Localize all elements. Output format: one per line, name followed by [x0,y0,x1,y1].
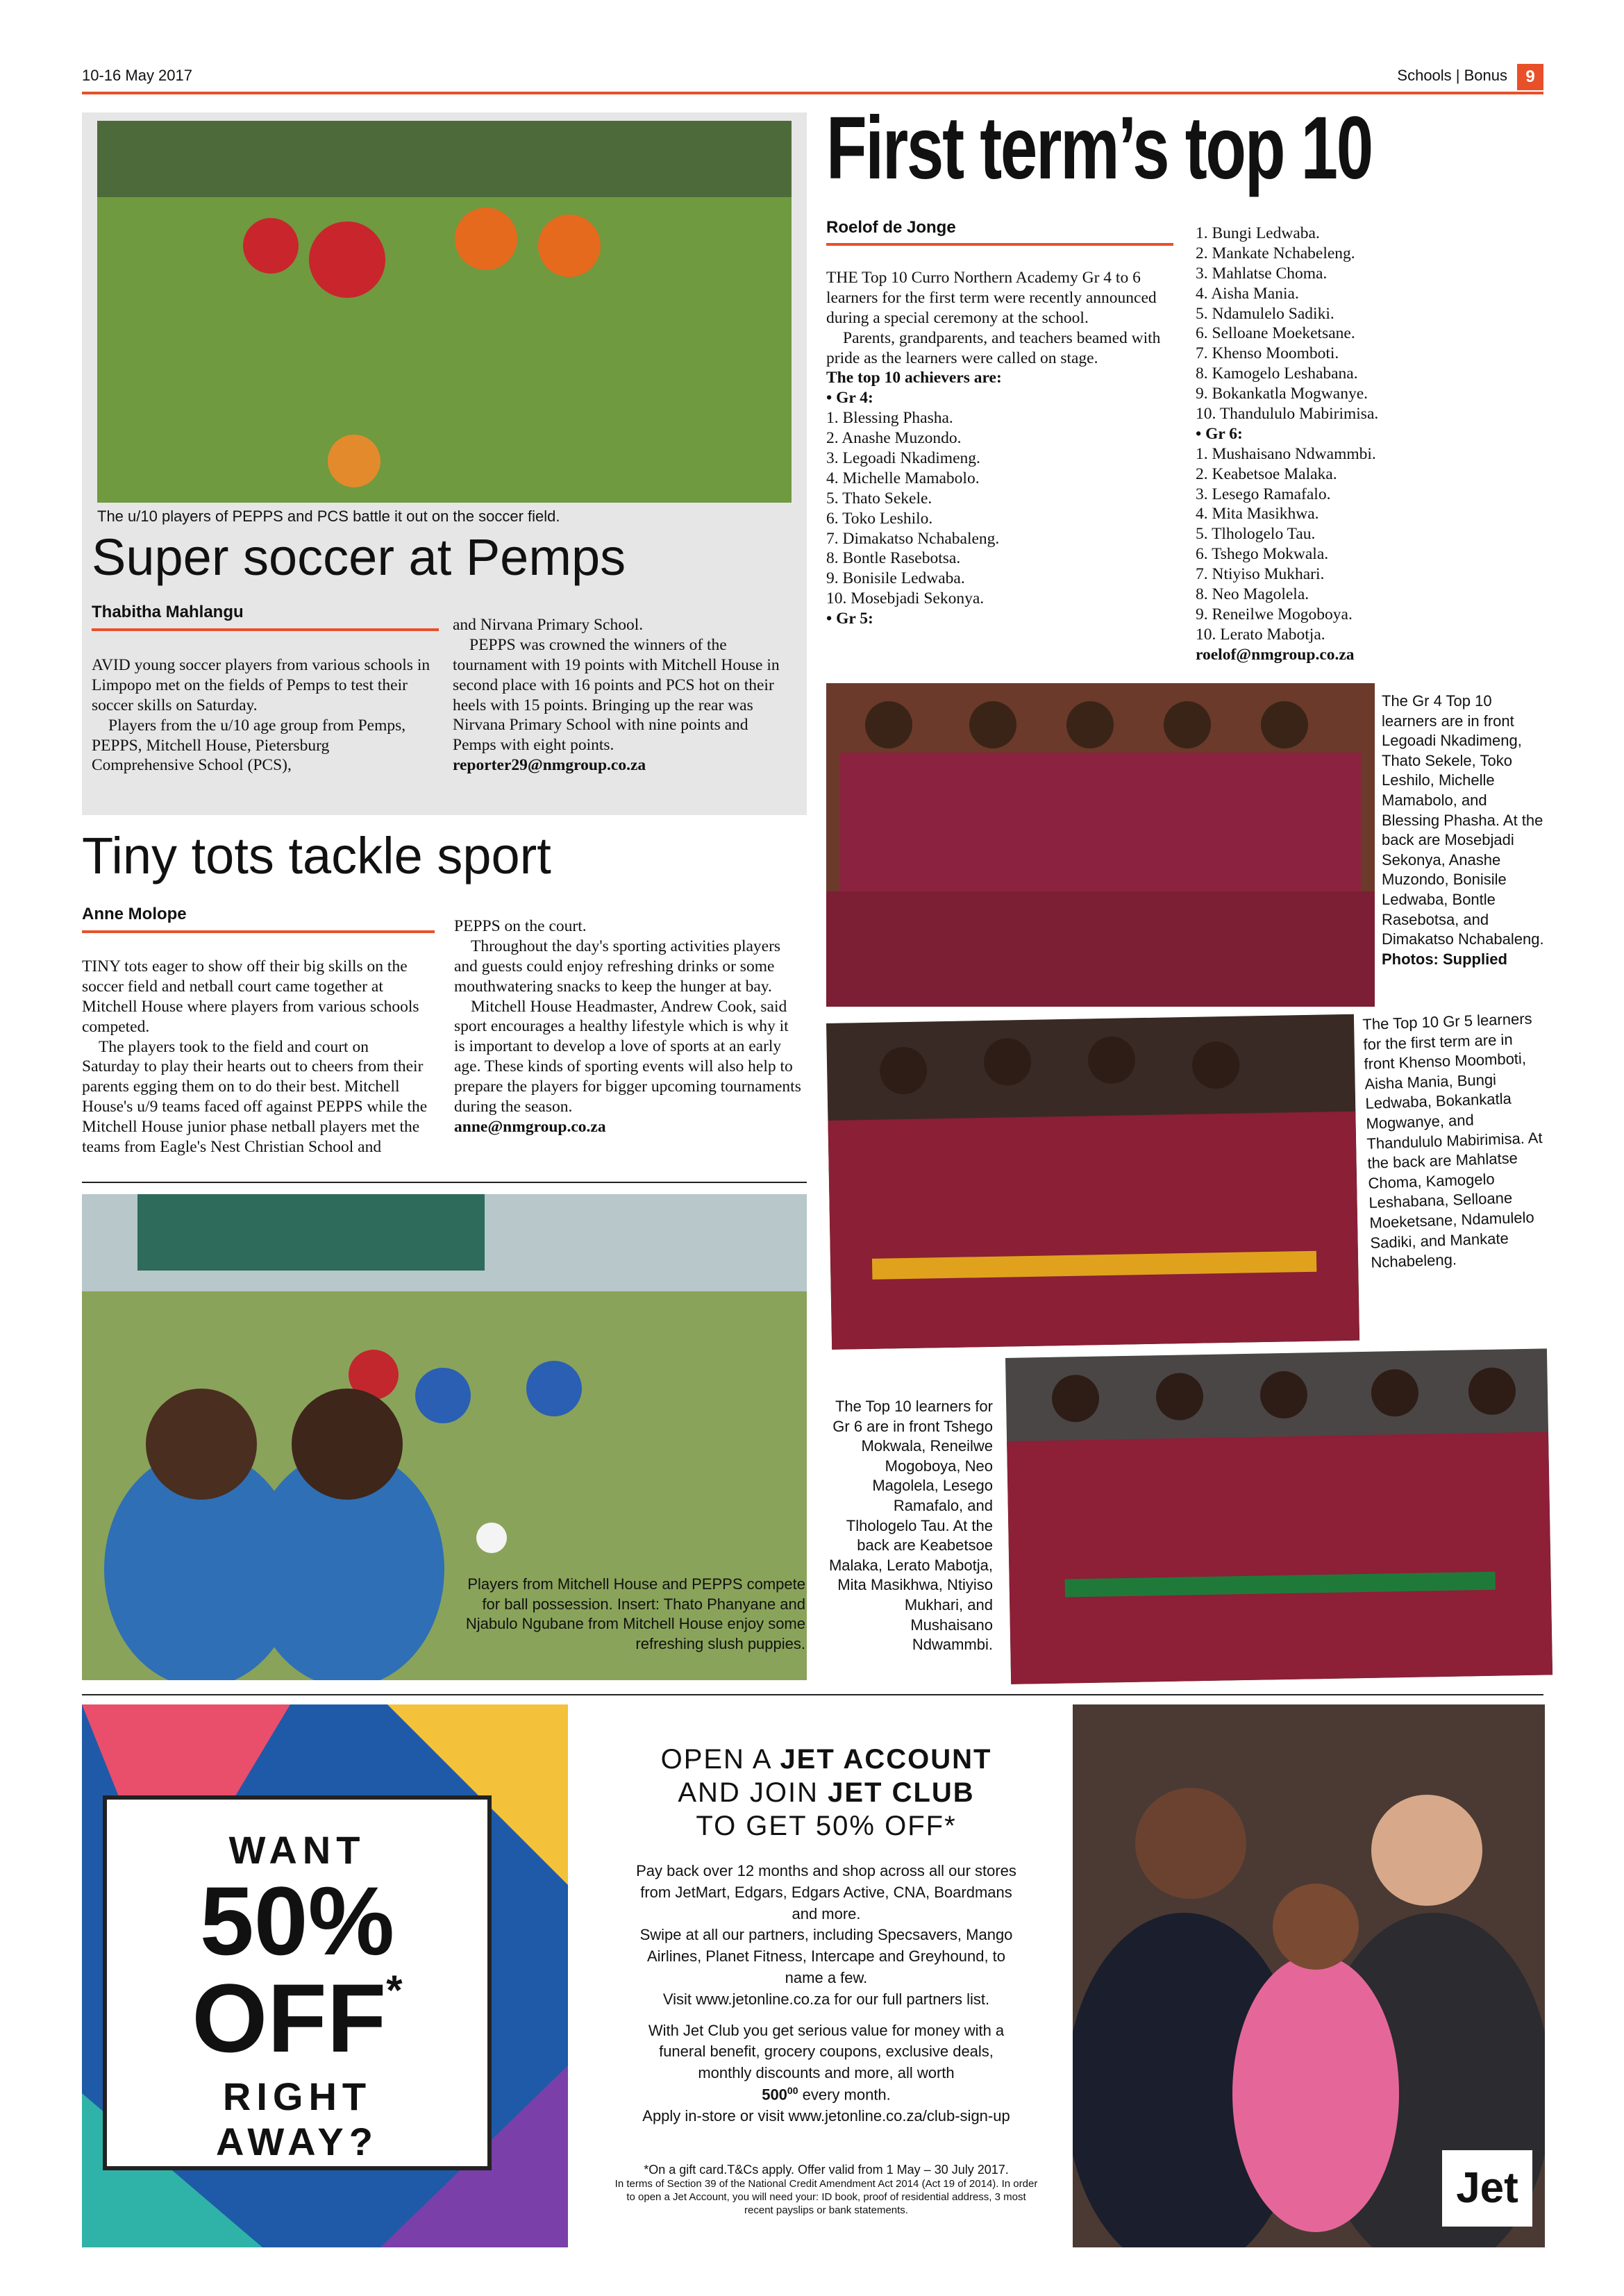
paragraph: AVID young soccer players from various schools in Limpopo met on the fields of Pemps to test their soccer skills on Saturday. [92,656,430,714]
list-item: 1. Mushaisano Ndwammbi. [1196,444,1376,463]
ad-amount: 500 [762,2086,787,2104]
ad-headline-2-bold: JET CLUB [828,1777,975,1808]
list-item: 6. Toko Leshilo. [826,509,933,528]
gr4-photo [826,683,1375,1007]
list-item: 8. Bontle Rasebotsa. [826,549,961,568]
ad-paragraph-4 [590,2020,1062,2106]
ad-headline-1-bold: JET ACCOUNT [780,1744,992,1775]
ad-card-percent: 50% [199,1866,395,1975]
ad-paragraph-1: Pay back over 12 months and shop across all our stores from JetMart, Edgars, Edgars Active, CNA, Boardmans and more. [636,1862,1016,1922]
top10-email: roelof@nmgroup.co.za [1196,645,1355,664]
ad-card-off-text: OFF [192,1963,387,2072]
tots-col-2 [454,916,801,1137]
paragraph: PEPPS was crowned the winners of the tournament with 19 points with Mitchell House in second place with 16 points and PCS hot on their heels with 15 points. Bringing up the rear was Nirvana Primary School with nine points and Pemps with eight points. [453,635,780,755]
list-item: 10. Mosebjadi Sekonya. [826,589,985,608]
list-item: 1. Blessing Phasha. [826,409,953,428]
ad-headline-2-pre: AND JOIN [678,1777,828,1808]
ad-card-off [107,1963,487,2072]
photos-credit: Photos: Supplied [1382,950,1507,968]
gr4-label: • Gr 4: [826,389,873,408]
ad-fine-print-1: *On a gift card.T&Cs apply. Offer valid from 1 May – 30 July 2017. [644,2162,1009,2177]
ad-copy [590,1743,1062,2218]
gr5-label: • Gr 5: [826,610,873,628]
gr6-caption: The Top 10 learners for Gr 6 are in front Tshego Mokwala, Reneilwe Mogoboya, Neo Magolela, Lesego Ramafalo, and Tlhologelo Tau. At the back are Keabetsoe Malaka, Lerato Mabotja, Mita Masikhwa, Ntiyiso Mukhari, and Mushaisano Ndwammbi. [828,1398,993,1654]
ad-card-want: WANT [228,1828,366,1872]
list-item: 10. Lerato Mabotja. [1196,625,1325,644]
ad-paragraph-2: Swipe at all our partners, including Specsavers, Mango Airlines, Planet Fitness, Intercape and Greyhound, to name a few. [639,1926,1013,1986]
tots-byline-rule [82,930,435,933]
ad-card-star: * [386,1967,403,2013]
ad-card-right: RIGHT [222,2075,372,2118]
soccer-byline: Thabitha Mahlangu [92,603,244,621]
paragraph: Parents, grandparents, and teachers beamed with pride as the learners were called on stage. [826,328,1161,367]
gr5-photo [826,1014,1359,1350]
list-item: 4. Aisha Mania. [1196,284,1299,303]
header-rule [82,92,1543,94]
gr4-caption [1382,692,1545,969]
list-item: 2. Mankate Nchabeleng. [1196,244,1355,262]
gr6-photo [1005,1348,1552,1684]
list-item: 4. Mita Masikhwa. [1196,505,1319,523]
list-item: 9. Bonisile Ledwaba. [826,569,965,588]
list-item: 9. Bokankatla Mogwanye. [1196,385,1368,403]
ad-headline-1-pre: OPEN A [660,1744,780,1775]
gr5-list [1196,224,1543,424]
list-item: 7. Khenso Moomboti. [1196,344,1339,363]
soccer-photo [97,121,792,503]
ad-fine-print-2: In terms of Section 39 of the National Credit Amendment Act 2014 (Act 19 of 2014). In order to open a Jet Account, you will need your: ID book, proof of residential address, 3 most recent payslips or bank statements. [614,2178,1038,2216]
list-item: 7. Ntiyiso Mukhari. [1196,565,1325,584]
gr6-label: • Gr 6: [1196,424,1243,443]
paragraph: The players took to the field and court on Saturday to play their hearts out to cheers from their parents egging them on to do their best. Mitchell House's u/9 teams faced off against PEPPS while the Mitchell House junior phase netball players met the teams from Eagle's Nest Christian School and [82,1037,428,1157]
ad-paragraph-4-text: With Jet Club you get serious value for money with a funeral benefit, grocery coupons, exclusive deals, monthly discounts and more, all worth [648,2021,1005,2082]
jet-logo-text: Jet [1456,2164,1518,2212]
list-item: 5. Tlhologelo Tau. [1196,525,1316,544]
tots-photo-caption: Players from Mitchell House and PEPPS compete for ball possession. Insert: Thato Phanyane and Njabulo Ngubane from Mitchell House enjoy some refreshing slush puppies. [465,1575,805,1652]
list-item: 4. Michelle Mamabolo. [826,469,980,487]
list-item: 6. Selloane Moeketsane. [1196,324,1355,343]
ad-amount-cents: 00 [787,2084,798,2096]
ad-headline-3: TO GET 50% OFF* [696,1811,957,1841]
achievers-label: The top 10 achievers are: [826,369,1002,387]
section-label: Schools | Bonus [1397,67,1507,84]
list-item: 5. Ndamulelo Sadiki. [1196,304,1334,323]
list-item: 1. Bungi Ledwaba. [1196,224,1320,242]
issue-date: 10-16 May 2017 [82,67,192,84]
ad-headline-2 [590,1776,1062,1809]
top10-col-1 [826,268,1173,629]
soccer-col-1 [92,655,432,776]
soccer-headline: Super soccer at Pemps [92,528,626,586]
top10-byline-rule [826,243,1173,246]
list-item: 8. Kamogelo Leshabana. [1196,364,1358,383]
list-item: 2. Anashe Muzondo. [826,429,962,448]
ad-paragraph-3: Visit www.jetonline.co.za for our full partners list. [662,1990,990,2008]
paragraph: THE Top 10 Curro Northern Academy Gr 4 to 6 learners for the first term were recently announced during a special ceremony at the school. [826,269,1157,327]
gr6-list [1196,444,1543,645]
list-item: 10. Thandululo Mabirimisa. [1196,405,1379,424]
list-item: 2. Keabetsoe Malaka. [1196,464,1337,483]
paragraph: Mitchell House Headmaster, Andrew Cook, said sport encourages a healthy lifestyle which is why it is important to develop a love of sports at an early age. These kinds of sporting events will also help to prepare the players for bigger upcoming tournaments during the season. [454,997,801,1116]
top10-col-2 [1196,224,1543,665]
list-item: 8. Neo Magolela. [1196,585,1309,604]
gr5-caption: The Top 10 Gr 5 learners for the first term are in front Khenso Moomboti, Aisha Mania, Bungi Ledwaba, Bokankatla Mogwanye, and Thandululo Mabirimisa. At the back are Mahlatse Choma, Kamogelo Leshabana, Selloane Moeketsane, Ndamulelo Sadiki, and Mankate Nchabeleng. [1362,1009,1543,1271]
paragraph: PEPPS on the court. [454,917,587,935]
tots-headline: Tiny tots tackle sport [82,827,551,885]
gr4-list [826,408,1173,609]
list-item: 3. Legoadi Nkadimeng. [826,449,980,468]
list-item: 7. Dimakatso Nchabaleng. [826,529,1000,548]
list-item: 3. Mahlatse Choma. [1196,264,1328,283]
paragraph: TINY tots eager to show off their big skills on the soccer field and netball court came together at Mitchell House where players from various schools competed. [82,957,419,1036]
paragraph: Players from the u/10 age group from Pemps, PEPPS, Mitchell House, Pietersburg Comprehensive School (PCS), [92,716,406,775]
tots-col-1 [82,957,428,1157]
soccer-photo-caption: The u/10 players of PEPPS and PCS battle it out on the soccer field. [97,508,560,525]
tots-byline: Anne Molope [82,905,187,923]
ad-headline-1 [590,1743,1062,1776]
list-item: 9. Reneilwe Mogoboya. [1196,605,1353,623]
tots-rule [82,1182,807,1183]
tots-insert-photo [97,1361,458,1680]
ad-paragraph-5: Apply in-store or visit www.jetonline.co.za/club-sign-up [642,2107,1010,2125]
top10-byline: Roelof de Jonge [826,218,956,237]
ad-rule [82,1694,1543,1695]
list-item: 6. Tshego Mokwala. [1196,545,1329,564]
ad-offer-card [103,1795,492,2170]
soccer-email: reporter29@nmgroup.co.za [453,756,646,775]
jet-logo [1442,2150,1532,2227]
ad-paragraph-4-tail: every month. [798,2086,891,2104]
list-item: 5. Thato Sekele. [826,489,932,508]
soccer-byline-rule [92,628,439,631]
list-item: 3. Lesego Ramafalo. [1196,485,1331,503]
page-number: 9 [1517,64,1543,90]
gr4-caption-text: The Gr 4 Top 10 learners are in front Legoadi Nkadimeng, Thato Sekele, Toko Leshilo, Michelle Mamabolo, and Blessing Phasha. At the back are Mosebjadi Sekonya, Anashe Muzondo, Bonisile Ledwaba, Bontle Rasebotsa, and Dimakatso Nchabaleng. [1382,692,1544,948]
ad-card-away: AWAY? [216,2120,378,2163]
soccer-col-2 [453,615,793,776]
tots-email: anne@nmgroup.co.za [454,1117,606,1136]
ad-family-photo [1073,1704,1545,2247]
top10-headline: First term’s top 10 [826,99,1372,198]
paragraph: Throughout the day's sporting activities players and guests could enjoy refreshing drinks or some mouthwatering snacks to keep the hunger at bay. [454,937,781,996]
paragraph: and Nirvana Primary School. [453,616,644,634]
